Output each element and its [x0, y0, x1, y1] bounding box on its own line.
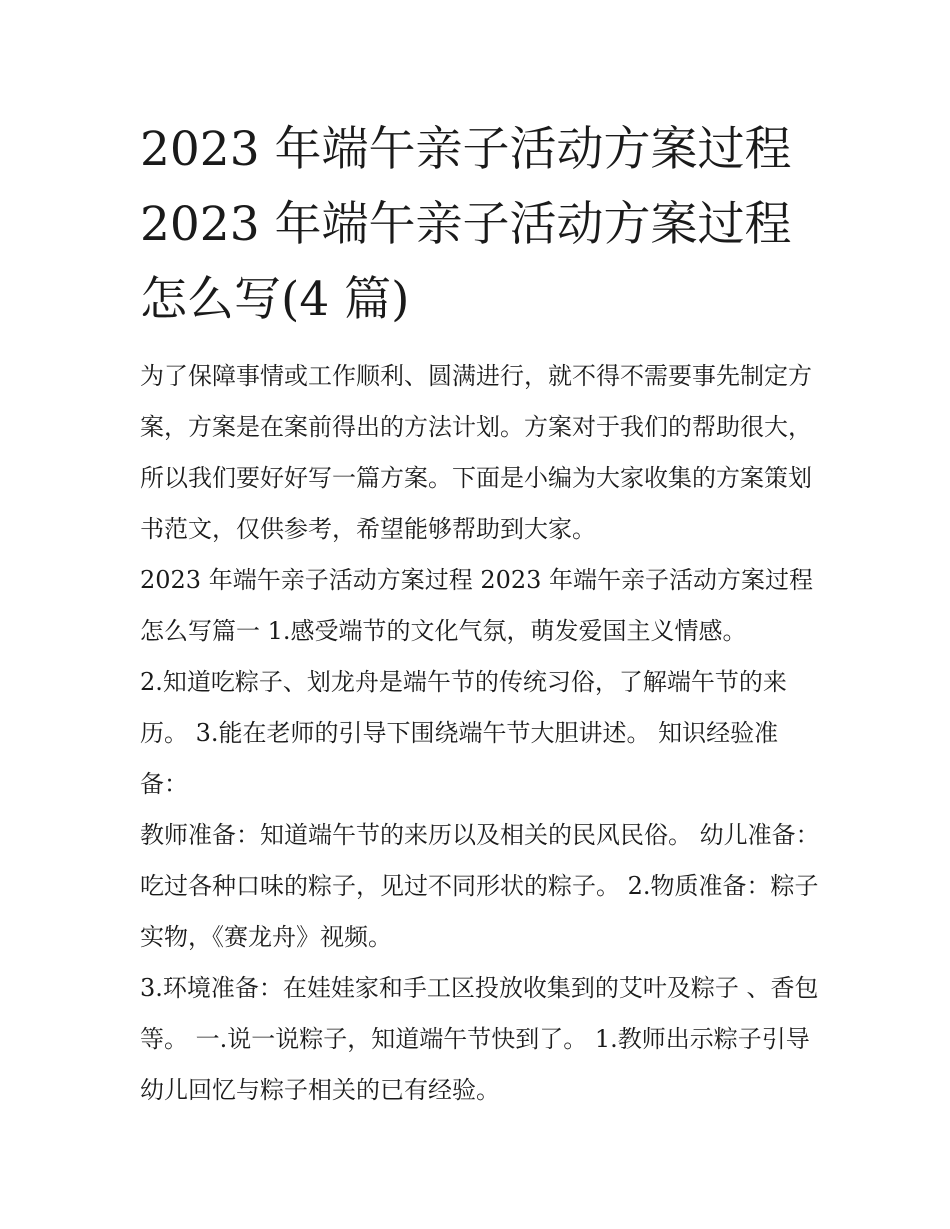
title-line-2: 2023 年端午亲子活动方案过程: [140, 197, 792, 252]
title-line-3: 怎么写(4 篇): [140, 272, 410, 327]
title-line-1: 2023 年端午亲子活动方案过程: [140, 122, 792, 177]
paragraph-intro: 为了保障事情或工作顺利、圆满进行，就不得不需要事先制定方案，方案是在案前得出的方法计划。方案对于我们的帮助很大，所以我们要好好写一篇方案。下面是小编为大家收集的方案策划书范文，仅供参考，希望能够帮助到大家。: [140, 362, 812, 543]
paragraph-objective-1: 2023 年端午亲子活动方案过程 2023 年端午亲子活动方案过程怎么写篇一 1.感受端节的文化气氛，萌发爱国主义情感。: [140, 566, 814, 645]
document-title: [140, 112, 820, 337]
paragraph-objective-2: 2.知道吃粽子、划龙舟是端午节的传统习俗，了解端午节的来历。 3.能在老师的引导下围绕端午节大胆讲述。 知识经验准备：: [140, 668, 787, 798]
document-page: [140, 112, 820, 1116]
paragraph-environment: 3.环境准备：在娃娃家和手工区投放收集到的艾叶及粽子 、香包等。 一.说一说粽子，知道端午节快到了。 1.教师出示粽子引导幼儿回忆与粽子相关的已有经验。: [140, 974, 819, 1104]
paragraph-preparation: 教师准备：知道端午节的来历以及相关的民风民俗。 幼儿准备：吃过各种口味的粽子，见过不同形状的粽子。 2.物质准备：粽子实物，《赛龙舟》视频。: [140, 821, 820, 951]
